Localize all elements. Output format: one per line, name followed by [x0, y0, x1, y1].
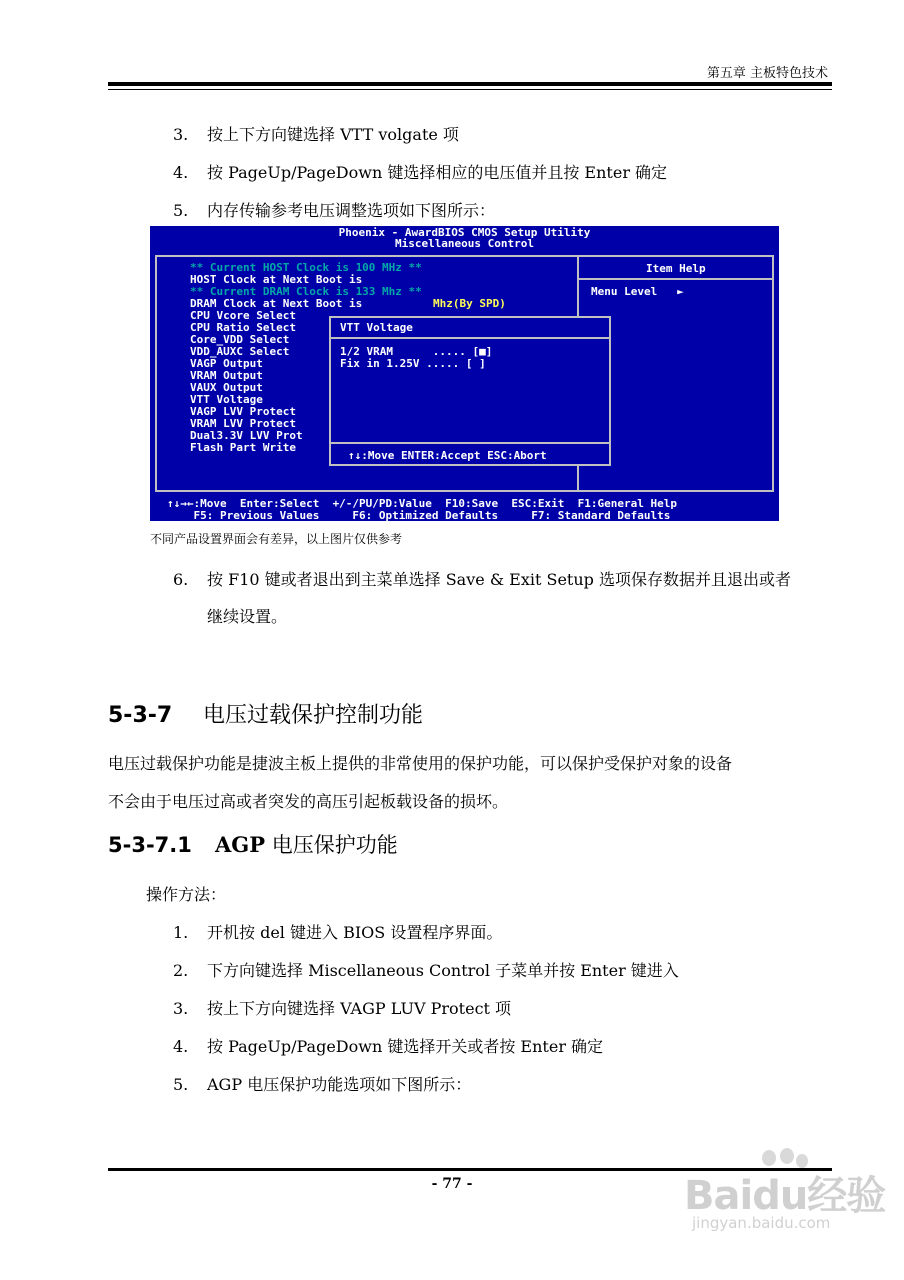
popup-title-rule: [331, 337, 609, 339]
step-item: 1. 开机按 del 键进入 BIOS 设置程序界面。: [173, 923, 503, 942]
method-label: 操作方法：: [146, 885, 227, 904]
baidu-watermark: [684, 1148, 886, 1238]
bios-menu-item[interactable]: VRAM LVV Protect: [190, 417, 296, 430]
step-item: 4. 按 PageUp/PageDown 键选择开关或者按 Enter 确定: [173, 1037, 604, 1056]
popup-footer: ↑↓:Move ENTER:Accept ESC:Abort: [348, 449, 547, 462]
popup-option-half-vram[interactable]: 1/2 VRAM ..... [■]: [340, 345, 493, 358]
bios-footer-defaults: F5: Previous Values F6: Optimized Defaults F7: Standard Defaults: [167, 509, 671, 521]
bios-title: Phoenix - AwardBIOS CMOS Setup Utility: [338, 226, 591, 239]
watermark-url: jingyan.baidu.com: [692, 1214, 831, 1232]
chapter-header: 第五章 主板特色技术: [706, 66, 828, 81]
bios-dram-value[interactable]: Mhz(By SPD): [433, 297, 506, 310]
bios-menu-item[interactable]: VTT Voltage: [190, 393, 263, 406]
bios-host-next: HOST Clock at Next Boot is: [190, 273, 363, 286]
intro-paragraph-line: 电压过载保护功能是捷波主板上提供的非常使用的保护功能，可以保护受保护对象的设备: [108, 754, 733, 773]
intro-paragraph-line: 不会由于电压过高或者突发的高压引起板载设备的损坏。: [108, 792, 509, 811]
bios-subtitle: Miscellaneous Control: [394, 237, 535, 250]
bios-menu-item[interactable]: Dual3.3V LVV Prot: [190, 429, 303, 442]
bios-dram-next: DRAM Clock at Next Boot is: [190, 297, 363, 310]
header-rule-thick: [108, 82, 832, 86]
step-item: 3. 按上下方向键选择 VAGP LUV Protect 项: [173, 999, 512, 1018]
bios-menu-item[interactable]: Flash Part Write: [190, 441, 296, 454]
vtt-voltage-popup: [329, 316, 611, 466]
bios-menu-item[interactable]: CPU Vcore Select: [190, 309, 296, 322]
bios-help-rule: [579, 278, 774, 280]
bios-footer-keys: ↑↓→←:Move Enter:Select +/-/PU/PD:Value F10:Save ESC:Exit F1:General Help: [167, 497, 677, 510]
bios-menu-item[interactable]: VAGP Output: [190, 357, 263, 370]
step-item: 5. AGP 电压保护功能选项如下图所示：: [173, 1075, 472, 1094]
bios-menu-item[interactable]: Core_VDD Select: [190, 333, 290, 346]
section-heading: 5-3-7 电压过载保护控制功能: [108, 703, 424, 728]
bios-menu-level: Menu Level ►: [591, 285, 684, 298]
paw-icon: [780, 1148, 794, 1164]
bios-current-dram: ** Current DRAM Clock is 133 Mhz **: [190, 285, 422, 298]
bios-menu-item[interactable]: VRAM Output: [190, 369, 263, 382]
popup-footer-rule: [331, 442, 609, 444]
figure-caption: 不同产品设置界面会有差异，以上图片仅供参考: [150, 532, 403, 546]
bios-menu-item[interactable]: VDD_AUXC Select: [190, 345, 290, 358]
step-item: 5. 内存传输参考电压调整选项如下图所示：: [173, 201, 496, 220]
step-item-continuation: 继续设置。: [207, 607, 288, 626]
subsection-heading: 5-3-7.1 AGP 电压保护功能: [108, 832, 398, 857]
bios-menu-item[interactable]: VAGP LVV Protect: [190, 405, 296, 418]
step-item: 2. 下方向键选择 Miscellaneous Control 子菜单并按 Enter 键进入: [173, 961, 679, 980]
step-item: 4. 按 PageUp/PageDown 键选择相应的电压值并且按 Enter 确定: [173, 163, 668, 182]
bios-item-help: Item Help: [646, 262, 706, 275]
bios-current-host: ** Current HOST Clock is 100 MHz **: [190, 261, 422, 274]
step-item: 6. 按 F10 键或者退出到主菜单选择 Save & Exit Setup 选项保存数据并且退出或者: [173, 570, 791, 589]
header-rule-thin: [108, 89, 832, 90]
bios-screenshot: [150, 226, 779, 521]
popup-option-fixed[interactable]: Fix in 1.25V ..... [ ]: [340, 357, 486, 370]
step-item: 3. 按上下方向键选择 VTT volgate 项: [173, 125, 459, 144]
bios-menu-item[interactable]: VAUX Output: [190, 381, 263, 394]
watermark-logo: Baidu经验: [684, 1173, 886, 1219]
bios-menu-item[interactable]: CPU Ratio Select: [190, 321, 296, 334]
page-number: - 77 -: [431, 1176, 473, 1192]
popup-title: VTT Voltage: [340, 321, 413, 334]
